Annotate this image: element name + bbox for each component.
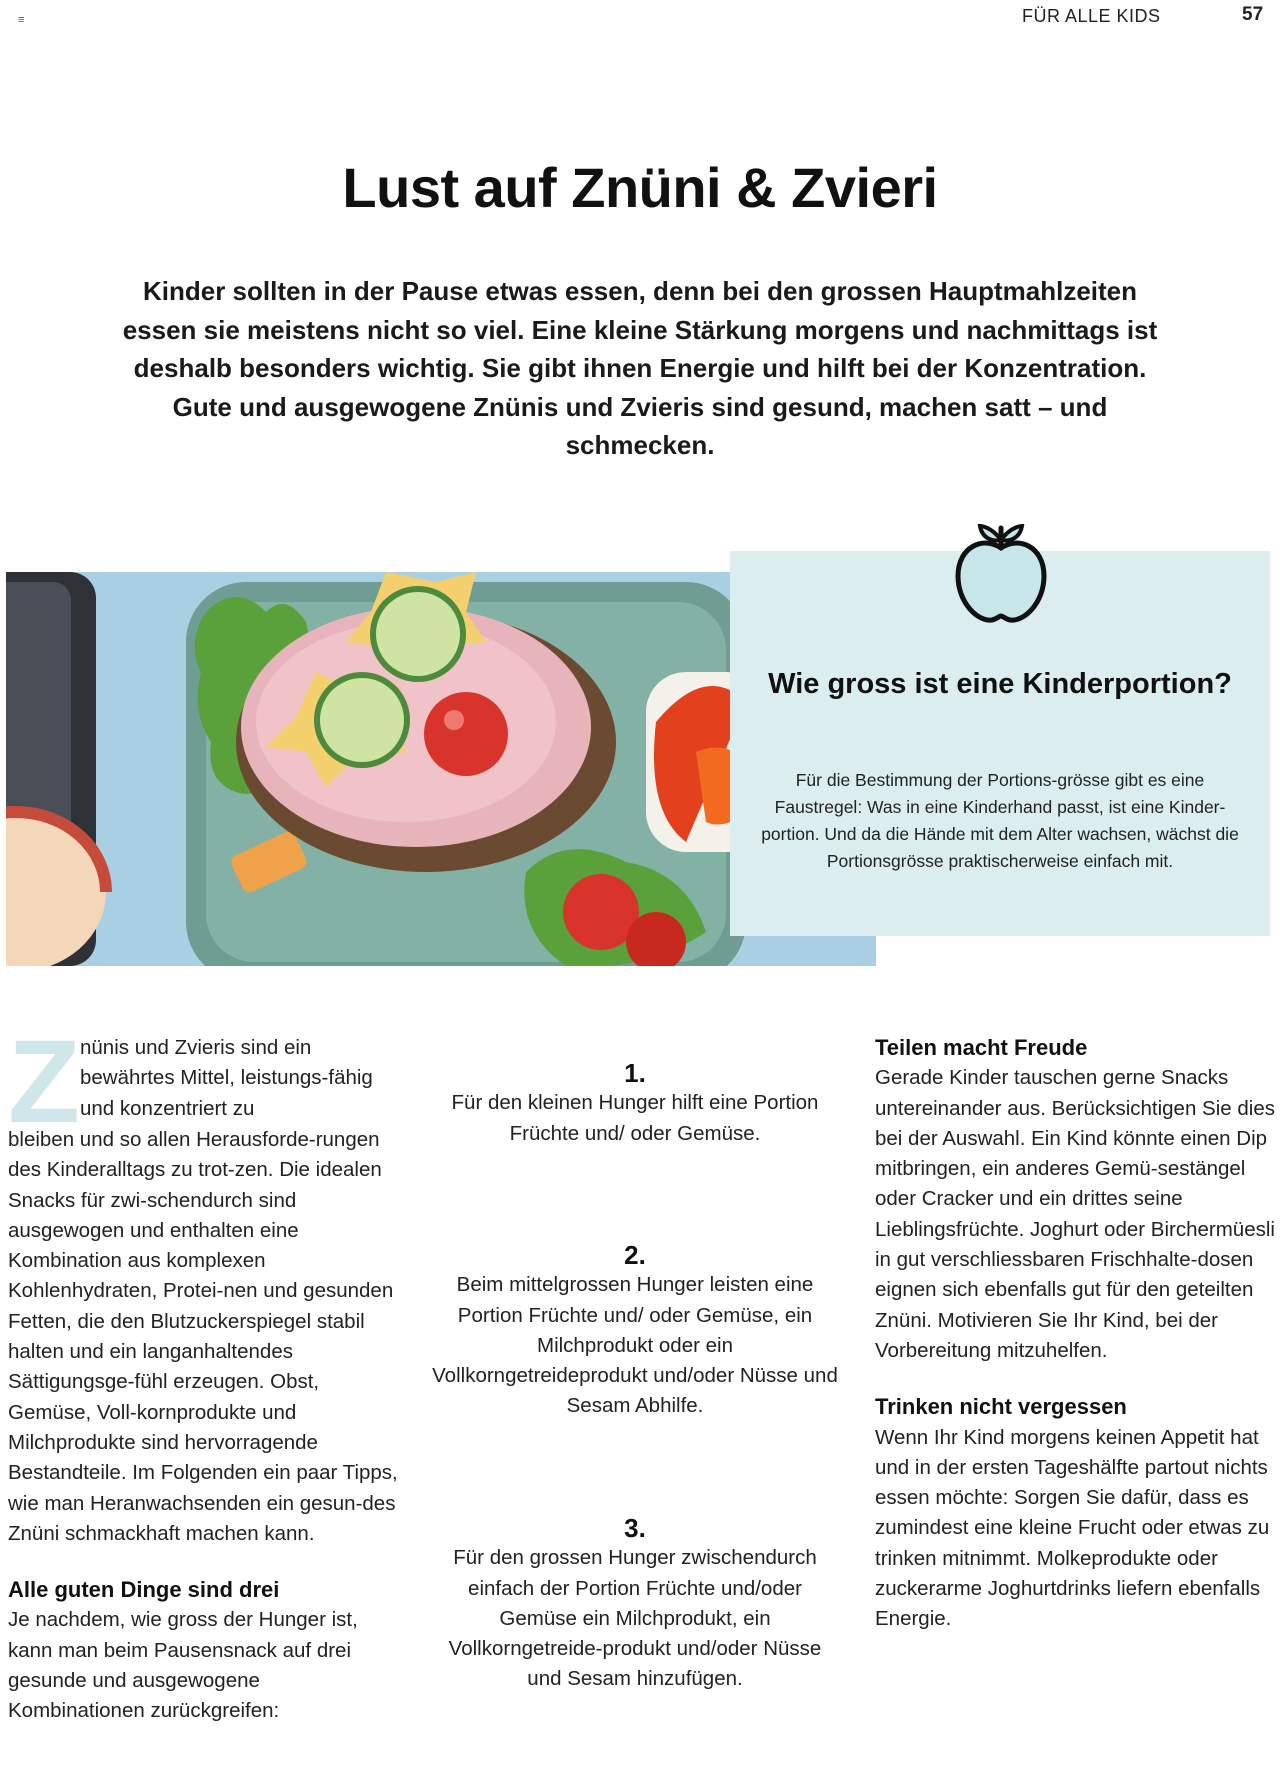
left-column [8, 1033, 400, 1727]
step-1 [430, 1058, 840, 1149]
step-number: 2. [624, 1240, 646, 1270]
drinking-text: Wenn Ihr Kind morgens keinen Appetit hat und in der ersten Tageshälfte partout nichts essen möchte: Sorgen Sie dafür, dass es zumindest eine kleine Frucht oder etwas zu trinken mitnimmt. Molkeprodukte oder zuckerarme Joghurtdrinks liefern ebenfalls Energie. [875, 1425, 1270, 1631]
three-things-text: Je nachdem, wie gross der Hunger ist, kann man beim Pausensnack auf drei gesunde und ausgewogene Kombinationen zurückgreifen: [8, 1608, 358, 1723]
header-left-mark: ≡ [18, 14, 25, 26]
step-text: Beim mittelgrossen Hunger leisten eine Portion Früchte und/ oder Gemüse, ein Milchprodukt oder ein Vollkorngetreideprodukt und/oder Nüsse und Sesam Abhilfe. [432, 1273, 838, 1418]
section-label: FÜR ALLE KIDS [1022, 6, 1161, 26]
step-number: 1. [624, 1058, 646, 1088]
right-column [875, 1033, 1275, 1635]
subhead-drinking: Trinken nicht vergessen [875, 1394, 1127, 1420]
subhead-three-things: Alle guten Dinge sind drei [8, 1577, 280, 1603]
info-box-text: Für die Bestimmung der Portions-grösse gibt es eine Faustregel: Was in eine Kinderhand passt, ist eine Kinder-portion. Und da die Hände mit dem Alter wachsen, wächst die Portionsgrösse praktischerweise einfach mit. [761, 770, 1239, 871]
step-3 [430, 1513, 840, 1695]
page-title: Lust auf Znüni & Zvieri [342, 156, 938, 219]
lead-paragraph: Kinder sollten in der Pause etwas essen, denn bei den grossen Hauptmahlzeiten essen sie meistens nicht so viel. Eine kleine Stärkung morgens und nachmittags ist deshalb besonders wichtig. Sie gibt ihnen Energie und hilft bei der Konzentration. Gute und ausgewogene Znünis und Zvieris sind gesund, machen satt – und schmecken. [122, 276, 1158, 460]
intro-paragraph: bleiben und so allen Herausforde-rungen des Kinderalltags zu trot-zen. Die idealen Snacks für zwi-schendurch sind ausgewogen und enthalten eine Kombination aus komplexen Kohlenhydraten, Protei-nen und gesunden Fetten, die den Blutzuckerspiegel stabil halten und ein langanhaltendes Sättigungsge-fühl erzeugen. Obst, Gemüse, Voll-kornprodukte und Milchprodukte sind hervorragende Bestandteile. Im Folgenden ein paar Tipps, wie man Heranwachsenden ein gesun-des Znüni schmackhaft machen kann. [8, 1128, 398, 1545]
step-number: 3. [624, 1513, 646, 1543]
dropcap: Z [8, 1039, 80, 1125]
info-box-title: Wie gross ist eine Kinderportion? [768, 668, 1232, 700]
page-number: 57 [1242, 4, 1264, 25]
apple-icon [946, 518, 1056, 628]
intro-first-lines: nünis und Zvieris sind ein bewährtes Mittel, leistungs-fähig und konzentriert zu [80, 1036, 373, 1120]
step-2 [430, 1240, 840, 1422]
step-text: Für den kleinen Hunger hilft eine Portion Früchte und/ oder Gemüse. [451, 1091, 819, 1145]
step-text: Für den grossen Hunger zwischendurch einfach der Portion Früchte und/oder Gemüse ein Milchprodukt, ein Vollkorngetreide-produkt und/oder Nüsse und Sesam hinzufügen. [448, 1546, 822, 1691]
subhead-sharing: Teilen macht Freude [875, 1035, 1088, 1060]
sharing-text: Gerade Kinder tauschen gerne Snacks untereinander aus. Berücksichtigen Sie dies bei der Auswahl. Ein Kind könnte einen Dip mitbringen, ein anderes Gemü-sestängel oder Cracker und ein drittes seine Lieblingsfrüchte. Joghurt oder Birchermüesli in gut verschliessbaren Frischhalte-dosen eignen sich ebenfalls gut für den geteilten Znüni. Motivieren Sie Ihr Kind, bei der Vorbereitung mitzuhelfen. [875, 1066, 1275, 1362]
